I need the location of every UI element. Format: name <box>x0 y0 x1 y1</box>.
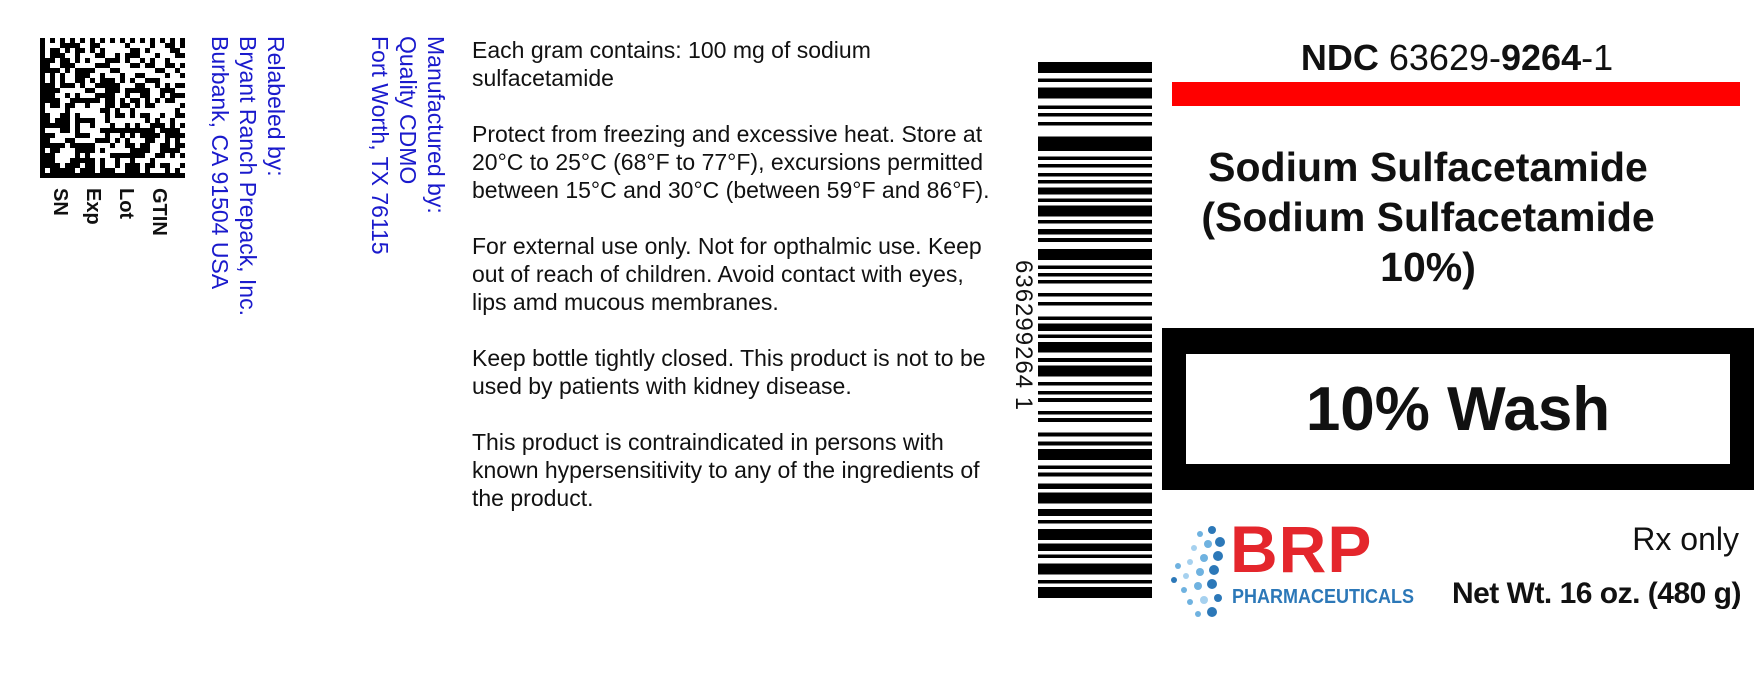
brp-subtitle: PHARMACEUTICALS <box>1232 586 1414 608</box>
rx-only-label: Rx only <box>1632 521 1739 557</box>
manufacturer-heading: Manufactured by: <box>423 36 449 214</box>
manufacturer-name: Quality CDMO <box>395 36 421 185</box>
datamatrix-code <box>40 38 185 178</box>
brp-dots-icon <box>1168 522 1228 622</box>
drug-name <box>1172 142 1684 292</box>
drug-name-line-3: 10%) <box>1380 244 1476 290</box>
storage-statement: Protect from freezing and excessive heat. Store at 20°C to 25°C (68°F to 77°F), excursions permitted between 15°C and 30°C (between 59°F and 86°F). <box>472 121 990 203</box>
upc-barcode <box>1038 62 1152 598</box>
exp-label: Exp <box>82 188 104 225</box>
drug-name-line-1: Sodium Sulfacetamide <box>1208 144 1648 190</box>
drug-name-line-2: (Sodium Sulfacetamide <box>1201 194 1655 240</box>
relabeler-name: Bryant Ranch Prepack, Inc. <box>235 36 261 316</box>
sn-label: SN <box>49 188 71 216</box>
handling-statement: Keep bottle tightly closed. This product is not to be used by patients with kidney disease. <box>472 345 986 399</box>
brp-wordmark: BRP <box>1230 512 1373 586</box>
lot-label: Lot <box>115 188 137 220</box>
ndc-package-code: -1 <box>1581 37 1614 78</box>
ingredient-statement: Each gram contains: 100 mg of sodium sulfacetamide <box>472 37 871 91</box>
manufacturer-block <box>366 36 450 255</box>
ndc-red-bar <box>1172 82 1740 106</box>
relabeler-heading: Relabeled by: <box>263 36 289 177</box>
ndc-labeler-code: 63629- <box>1388 37 1501 78</box>
product-form-label: 10% Wash <box>1186 354 1730 464</box>
datamatrix-labels <box>43 188 175 236</box>
instructions-column <box>472 36 992 540</box>
warning-statement: For external use only. Not for opthalmic use. Keep out of reach of children. Avoid contact with eyes, lips amd mucous membranes. <box>472 233 982 315</box>
relabeler-block <box>206 36 290 316</box>
barcode-digits: 636299264 1 <box>1010 260 1037 412</box>
brp-logo <box>1168 512 1414 622</box>
product-form-box <box>1162 328 1754 490</box>
ndc-product-code: 9264 <box>1501 37 1582 78</box>
ndc-number <box>1172 36 1742 80</box>
relabeler-address: Burbank, CA 91504 USA <box>207 36 233 290</box>
contraindication-statement: This product is contraindicated in persons with known hypersensitivity to any of the ingredients of the product. <box>472 429 980 511</box>
net-weight-label: Net Wt. 16 oz. (480 g) <box>1451 577 1741 610</box>
ndc-prefix: NDC <box>1300 37 1379 78</box>
gtin-label: GTIN <box>148 188 170 236</box>
manufacturer-address: Fort Worth, TX 76115 <box>367 36 393 255</box>
